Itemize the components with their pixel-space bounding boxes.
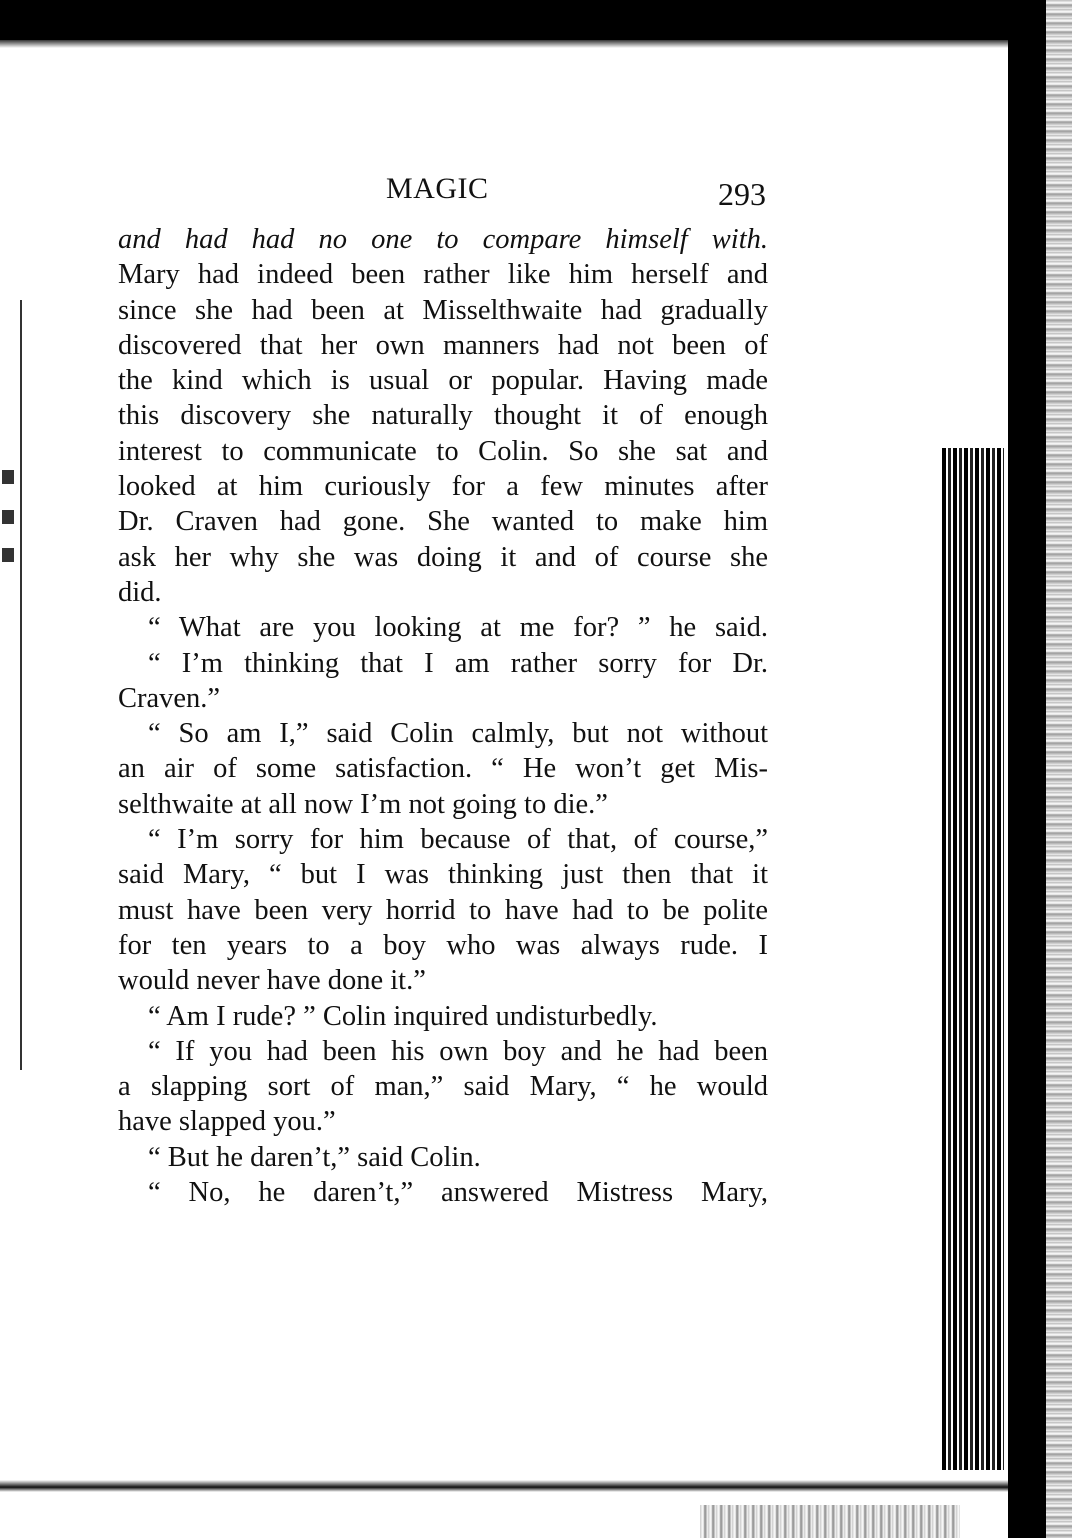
text-line: Craven.” <box>118 682 221 714</box>
left-margin-mark <box>2 548 14 562</box>
text-line: for ten years to a boy who was always rude. I <box>118 929 768 961</box>
text-line: discovered that her own manners had not been of <box>118 329 768 361</box>
text-line: Dr. Craven had gone. She wanted to make him <box>118 506 768 538</box>
text-line: Mary had indeed been rather like him herself and <box>118 259 768 291</box>
book-spine-stripes <box>942 448 1004 1470</box>
text-line: looked at him curiously for a few minutes after <box>118 471 768 503</box>
text-line: selthwaite at all now I’m not going to die.” <box>118 788 608 820</box>
scan-right-border <box>1008 0 1048 1538</box>
text-line: “ I’m sorry for him because of that, of course,” <box>148 824 768 856</box>
text-line: “ But he daren’t,” said Colin. <box>148 1141 481 1173</box>
text-line: ask her why she was doing it and of course she <box>118 541 768 573</box>
text-line: “ No, he daren’t,” answered Mistress Mary, <box>148 1177 768 1209</box>
text-line: the kind which is usual or popular. Having made <box>118 365 768 397</box>
text-line: interest to communicate to Colin. So she sat and <box>118 435 768 467</box>
text-line: would never have done it.” <box>118 965 426 997</box>
text-line: “ If you had been his own boy and he had been <box>148 1035 768 1067</box>
text-line: have slapped you.” <box>118 1106 336 1138</box>
text-line: did. <box>118 576 162 608</box>
text-line: said Mary, “ but I was thinking just then that it <box>118 859 768 891</box>
scan-bottom-noise <box>700 1505 960 1538</box>
text-line: since she had been at Misselthwaite had gradually <box>118 294 768 326</box>
left-margin-mark <box>2 510 14 524</box>
scan-top-shadow <box>0 38 1040 48</box>
scan-bottom-edge <box>0 1480 1008 1492</box>
text-line: this discovery she naturally thought it of enough <box>118 400 768 432</box>
text-line: a slapping sort of man,” said Mary, “ he would <box>118 1071 768 1103</box>
body-text <box>118 222 768 1210</box>
text-line: and had had no one to compare himself with. <box>118 224 768 255</box>
page-header <box>118 172 768 212</box>
left-margin-line <box>20 300 22 1070</box>
running-title: MAGIC <box>386 172 489 205</box>
text-line: must have been very horrid to have had to be polite <box>118 894 768 926</box>
left-margin-mark <box>2 470 14 484</box>
scan-right-noise <box>1046 0 1072 1538</box>
text-line: “ So am I,” said Colin calmly, but not without <box>148 718 768 750</box>
page-number: 293 <box>718 176 766 212</box>
text-line: “ What are you looking at me for? ” he said. <box>148 612 768 644</box>
text-line: an air of some satisfaction. “ He won’t get Mis- <box>118 753 768 785</box>
text-line: “ I’m thinking that I am rather sorry for Dr. <box>148 647 768 679</box>
scan-top-border <box>0 0 1072 40</box>
text-line: “ Am I rude? ” Colin inquired undisturbedly. <box>148 1000 658 1032</box>
